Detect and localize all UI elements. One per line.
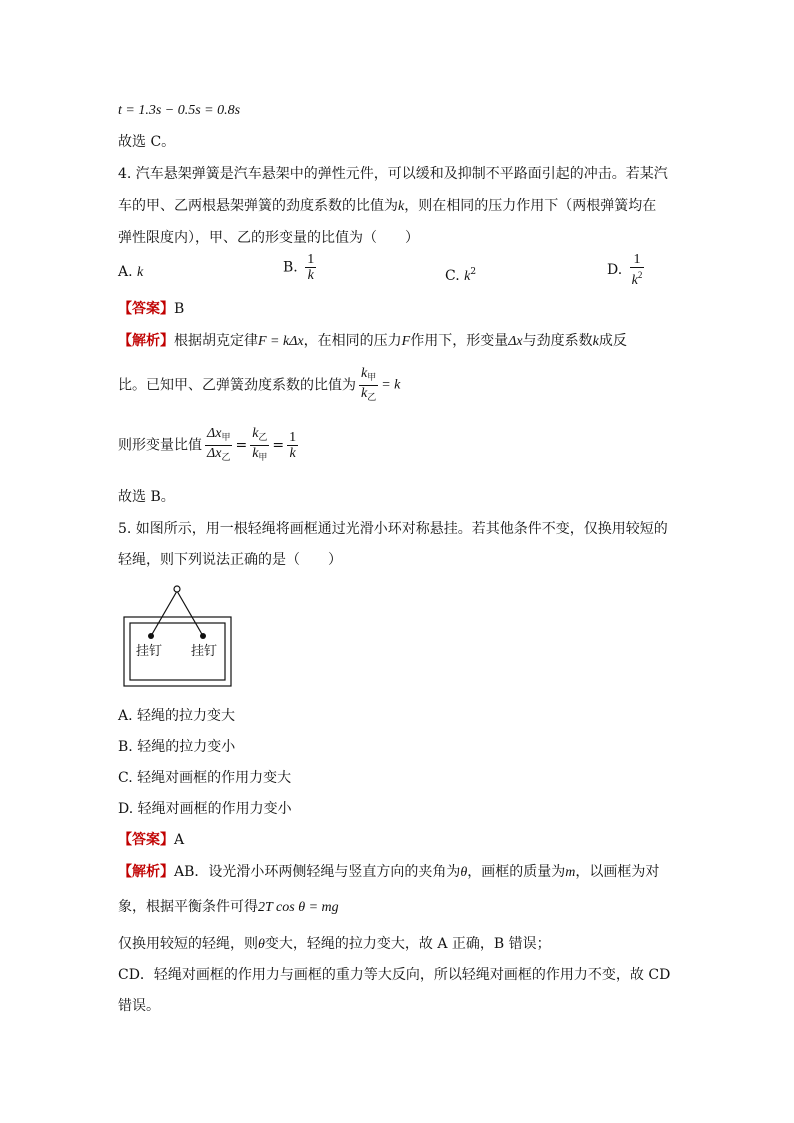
- force-symbol: F: [401, 334, 411, 349]
- analysis-tag: 【解析】: [118, 333, 174, 349]
- analysis-line1-c: 作用下，形变量: [410, 333, 509, 349]
- k-ratio: [250, 426, 269, 465]
- q4-k: k: [398, 199, 405, 214]
- analysis-line2-text: 象，根据平衡条件可得: [118, 899, 258, 915]
- analysis-line1-d: 与劲度系数: [522, 333, 593, 349]
- option-b-fraction: [305, 252, 316, 283]
- q4-conclusion: 故选 B。: [118, 489, 175, 505]
- top-formula: t = 1.3s − 0.5s = 0.8s: [118, 103, 241, 118]
- nail-label-right: 挂钉: [191, 644, 218, 659]
- mass-symbol: m: [565, 865, 576, 880]
- q5-analysis-line3: [118, 934, 551, 955]
- balance-equation: 2T cos θ = mg: [258, 900, 339, 915]
- analysis-line1-a: AB．设光滑小环两侧轻绳与竖直方向的夹角为: [174, 864, 461, 880]
- q5-option-d: D. 轻绳对画框的作用力变小: [118, 801, 292, 817]
- q5-option-c: C. 轻绳对画框的作用力变大: [118, 770, 292, 786]
- q4-stem-line1: 4. 汽车悬架弹簧是汽车悬架中的弹性元件，可以缓和及抑制不平路面引起的冲击。若某汽: [118, 166, 668, 182]
- option-c-sup: 2: [470, 267, 477, 277]
- q5-answer: [118, 830, 184, 850]
- hooke-law: F = kΔx: [258, 334, 304, 349]
- analysis-line1-e: 成反: [598, 333, 627, 349]
- q4-analysis-line2: [118, 366, 400, 405]
- equals-2: =: [272, 437, 285, 454]
- k-num: k: [252, 426, 259, 441]
- q4-stem-line2-a: 车的甲、乙两根悬架弹簧的劲度系数的比值为: [118, 198, 398, 214]
- analysis-line1-b: ，在相同的压力: [303, 333, 402, 349]
- analysis-tag: 【解析】: [118, 864, 174, 880]
- rope-right: [177, 591, 203, 636]
- answer-tag: 【答案】: [118, 301, 174, 317]
- ratio-den-sub: 乙: [367, 392, 377, 402]
- k-den-sub: 甲: [258, 452, 268, 462]
- answer-value: B: [174, 301, 185, 317]
- ratio-eq: = k: [381, 377, 401, 393]
- stiffness-ratio: [359, 366, 378, 405]
- q5-analysis-line5: 错误。: [118, 998, 160, 1014]
- q3-conclusion: 故选 C。: [118, 134, 176, 150]
- analysis-line1-a: 根据胡克定律: [174, 333, 258, 349]
- k-den: k: [252, 446, 259, 461]
- equals-1: =: [235, 437, 248, 454]
- q4-option-a: [118, 262, 143, 283]
- one-num: 1: [289, 430, 297, 445]
- k-num-sub: 乙: [258, 432, 268, 442]
- option-c-label: C.: [445, 268, 460, 284]
- option-d-label: D.: [607, 262, 623, 278]
- analysis-line3-text: 则形变量比值: [118, 437, 202, 454]
- nail-label-left: 挂钉: [136, 644, 163, 659]
- one-over-k-den: k: [289, 446, 296, 461]
- analysis-line1-b: ，画框的质量为: [467, 864, 566, 880]
- q4-analysis-line3: [118, 426, 301, 465]
- answer-value: A: [174, 832, 185, 848]
- k-symbol: k: [592, 334, 599, 349]
- dx-den-sub: 乙: [221, 452, 231, 462]
- q5-stem-line1: 5. 如图所示，用一根轻绳将画框通过光滑小环对称悬挂。若其他条件不变，仅换用较短的: [118, 521, 668, 537]
- q4-analysis-line1: [118, 331, 627, 352]
- option-a-label: A.: [118, 264, 133, 280]
- q5-analysis-line2: [118, 897, 339, 918]
- option-d-den: k: [631, 273, 638, 288]
- dx-num-sub: 甲: [221, 432, 231, 442]
- ratio-num: k: [361, 366, 368, 381]
- option-d-fraction: [630, 252, 645, 288]
- option-b-label: B.: [283, 259, 298, 276]
- ring-icon: [174, 586, 180, 592]
- theta-symbol-2: θ: [258, 937, 265, 952]
- q4-stem-line2-b: ，则在相同的压力作用下（两根弹簧均在: [404, 198, 657, 214]
- q4-option-c: [445, 262, 476, 287]
- option-b-num: 1: [307, 252, 315, 267]
- nail-right-icon: [200, 633, 206, 639]
- analysis-line2-text: 比。已知甲、乙弹簧劲度系数的比值为: [118, 377, 356, 394]
- q5-stem-line2: 轻绳，则下列说法正确的是（ ）: [118, 552, 342, 568]
- q4-stem-line2: [118, 196, 656, 217]
- analysis-line3-a: 仅换用较短的轻绳，则: [118, 936, 258, 952]
- nail-left-icon: [148, 633, 154, 639]
- q5-option-a: A. 轻绳的拉力变大: [118, 708, 236, 724]
- ratio-num-sub: 甲: [367, 372, 377, 382]
- picture-frame-figure: [118, 582, 238, 692]
- dx-num: Δx: [207, 426, 222, 441]
- one-over-k: [287, 430, 298, 461]
- q5-option-b: B. 轻绳的拉力变小: [118, 739, 236, 755]
- option-d-num: 1: [630, 252, 645, 268]
- analysis-line1-c: ，以画框为对: [575, 864, 660, 880]
- option-a-value: k: [137, 265, 144, 280]
- option-c-base: k: [464, 269, 471, 284]
- q5-analysis-line1: [118, 862, 659, 883]
- answer-tag: 【答案】: [118, 832, 174, 848]
- ratio-den: k: [361, 386, 368, 401]
- dx-den: Δx: [207, 446, 222, 461]
- dx-symbol: Δx: [508, 334, 523, 349]
- rope-left: [151, 591, 177, 636]
- option-b-den: k: [307, 268, 314, 283]
- q4-option-b: [283, 252, 319, 283]
- analysis-line3-b: 变大，轻绳的拉力变大，故 A 正确，B 错误；: [264, 936, 551, 952]
- q4-stem-line3: 弹性限度内），甲、乙的形变量的比值为（ ）: [118, 230, 419, 246]
- option-d-sup: 2: [637, 270, 643, 280]
- q5-analysis-line4: CD．轻绳对画框的作用力与画框的重力等大反向，所以轻绳对画框的作用力不变，故 CD: [118, 967, 671, 983]
- q4-answer: [118, 299, 184, 319]
- q4-option-d: [607, 252, 647, 288]
- dx-ratio: [205, 426, 232, 465]
- theta-symbol: θ: [460, 865, 468, 880]
